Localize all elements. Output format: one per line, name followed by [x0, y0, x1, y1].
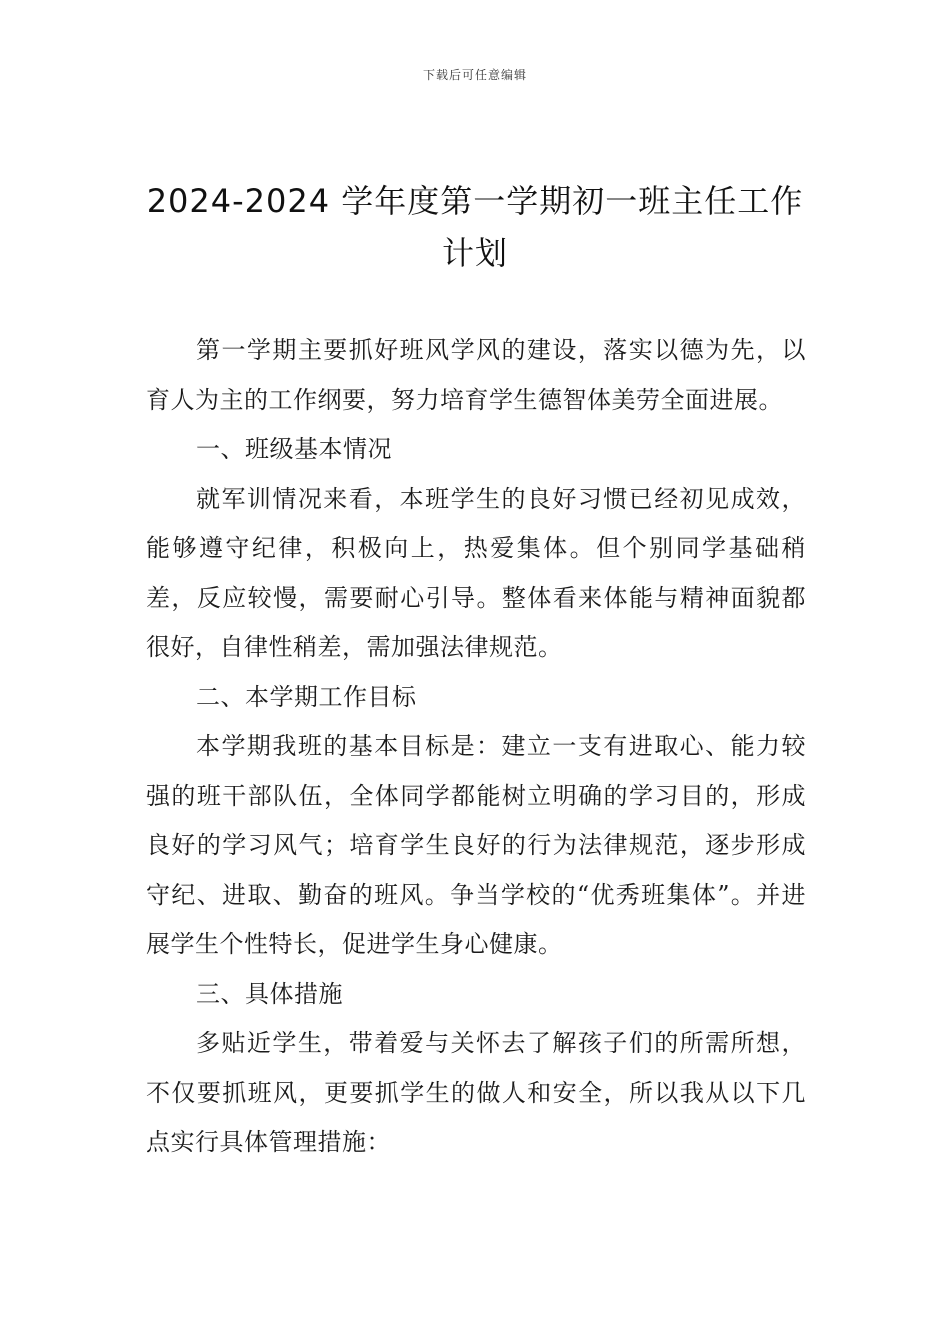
document-body [146, 326, 806, 1168]
document-title [120, 175, 830, 279]
section-heading-goals: 二、本学期工作目标 [196, 682, 417, 711]
section-heading-measures: 三、具体措施 [196, 979, 343, 1008]
header-note: 下载后可任意编辑 [422, 68, 527, 82]
paragraph-measures: 多贴近学生，带着爱与关怀去了解孩子们的所需所想，不仅要抓班风，更要抓学生的做人和安全，所以我从以下几点实行具体管理措施： [146, 1029, 806, 1156]
paragraph-intro: 第一学期主要抓好班风学风的建设，落实以德为先，以育人为主的工作纲要，努力培育学生德智体美劳全面进展。 [146, 336, 806, 414]
title-line-1: 2024-2024 学年度第一学期初一班主任工作 [146, 182, 804, 220]
paragraph-class-situation: 就军训情况来看，本班学生的良好习惯已经初见成效，能够遵守纪律，积极向上，热爱集体。但个别同学基础稍差，反应较慢，需要耐心引导。整体看来体能与精神面貌都很好，自律性稍差，需加强法律规范。 [146, 484, 806, 661]
paragraph-goals: 本学期我班的基本目标是：建立一支有进取心、能力较强的班干部队伍，全体同学都能树立明确的学习目的，形成良好的学习风气；培育学生良好的行为法律规范，逐步形成守纪、进取、勤奋的班风。争当学校的“优秀班集体”。并进展学生个性特长，促进学生身心健康。 [146, 732, 806, 958]
section-heading-class-situation: 一、班级基本情况 [196, 435, 392, 463]
title-line-2: 计划 [441, 234, 508, 272]
